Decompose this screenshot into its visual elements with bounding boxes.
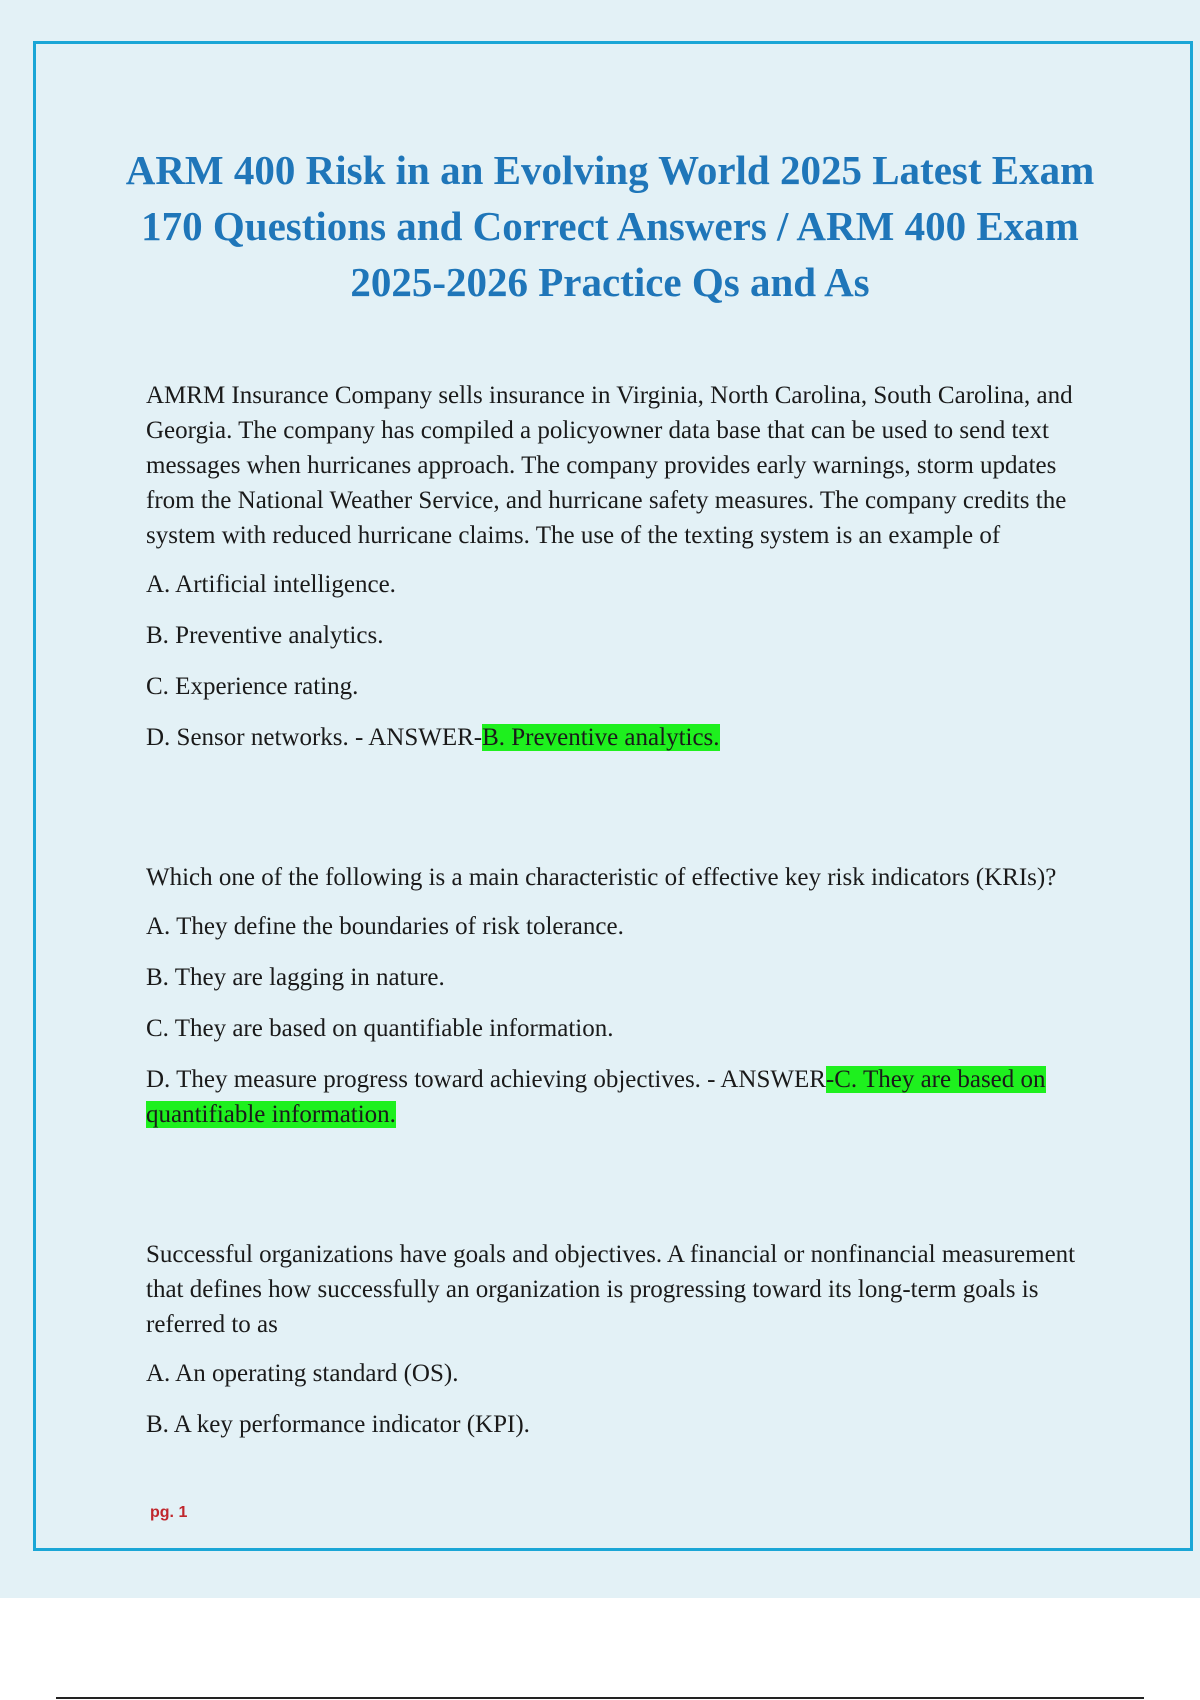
- option-d-text: D. Sensor networks. - ANSWER-: [146, 724, 483, 751]
- question-stem: Successful organizations have goals and objectives. A financial or nonfinancial measurement that defines how successfully an organization is progressing toward its long-term goals is referred to as: [146, 1241, 1076, 1338]
- option-c: C. Experience rating.: [146, 673, 359, 700]
- answer-highlight: B. Preventive analytics.: [482, 724, 720, 751]
- option-b: B. They are lagging in nature.: [146, 964, 445, 991]
- question-3: [146, 1237, 1096, 1458]
- option-d: [146, 1062, 1096, 1132]
- question-2: [146, 860, 1096, 1148]
- answer-highlight: -C. They are based on quantifiable information.: [146, 1066, 1046, 1128]
- question-1: [146, 378, 1096, 771]
- option-c: C. They are based on quantifiable information.: [146, 1015, 614, 1042]
- document-title: ARM 400 Risk in an Evolving World 2025 Latest Exam 170 Questions and Correct Answers / ARM 400 Exam 2025-2026 Practice Qs and As: [125, 147, 1095, 305]
- option-d: [146, 720, 1096, 755]
- option-a: A. An operating standard (OS).: [146, 1360, 459, 1387]
- page-number: pg. 1: [150, 1504, 188, 1521]
- option-a: A. They define the boundaries of risk tolerance.: [146, 913, 624, 940]
- option-d-text: D. They measure progress toward achieving objectives. - ANSWER: [146, 1066, 826, 1093]
- question-stem: AMRM Insurance Company sells insurance in Virginia, North Carolina, South Carolina, and Georgia. The company has compiled a policyowner data base that can be used to send text messages when hurricanes approach. The company provides early warnings, storm updates from the National Weather Service, and hurricane safety measures. The company credits the system with reduced hurricane claims. The use of the texting system is an example of: [146, 382, 1073, 549]
- option-a: A. Artificial intelligence.: [146, 571, 396, 598]
- option-b: B. A key performance indicator (KPI).: [146, 1411, 530, 1438]
- question-stem: Which one of the following is a main characteristic of effective key risk indicators (KRIs)?: [146, 864, 1057, 891]
- footer-divider: [56, 1697, 1144, 1699]
- option-b: B. Preventive analytics.: [146, 622, 384, 649]
